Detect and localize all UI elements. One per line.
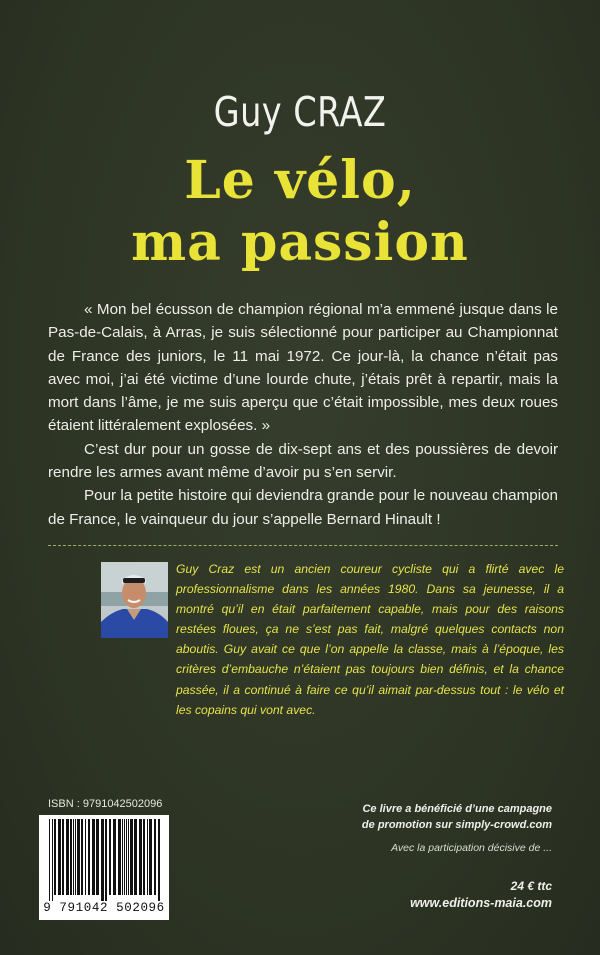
excerpt-paragraph-2: C’est dur pour un gosse de dix-sept ans et des poussières de devoir rendre les armes avant même d’avoir pu s’en servir. (48, 440, 558, 482)
isbn-label: ISBN : 9791042502096 (48, 798, 163, 810)
barcode-bar (75, 819, 76, 895)
excerpt-paragraph-1: « Mon bel écusson de champion régional m’a emmené jusque dans le Pas-de-Calais, à Arras, je suis sélectionné pour participer au Championnat de France des juniors, le 11 mai 1972. Ce jour-là, la chance n’était pas avec moi, j’ai été victime d’une lourde chute, j’étais prêt à repartir, mais la mort dans l’âme, je me suis aperçu que c’était impossible, mes deux roues étaient littéralement explosées. » (48, 301, 558, 435)
barcode-bar (85, 819, 86, 895)
book-title (0, 150, 600, 274)
barcode-bar (154, 819, 156, 895)
barcode-bar (54, 819, 56, 895)
promo-text (312, 801, 552, 833)
barcode-bar (118, 819, 121, 895)
barcode-bar (66, 819, 69, 895)
barcode-bar (130, 819, 133, 895)
barcode-bar (81, 819, 83, 895)
barcode-bar (62, 819, 64, 895)
barcode-digits: 9 791042 502096 (43, 901, 165, 915)
barcode-bar (122, 819, 123, 895)
barcode-bar (92, 819, 95, 895)
author-bio (176, 559, 564, 720)
barcode-bar (77, 819, 80, 895)
price: 24 € ttc (510, 879, 552, 893)
barcode-bar (73, 819, 74, 895)
participation-text: Avec la participation décisive de ... (391, 842, 552, 854)
barcode-bar (147, 819, 148, 895)
title-line-1: Le vélo, (184, 150, 416, 211)
author-bio-text: Guy Craz est un ancien coureur cycliste qui a flirté avec le professionnalisme dans les années 1980. Dans sa jeunesse, il a montré qu’il en était parfaitement capable, mais pour des raisons restées floues, ça ne s’est pas fait, malgré quelques contacts non aboutis. Guy avait ce que l’on appelle la classe, mais à l’époque, les critères d’embauche n’étaient pas toujours bien définis, et la chance passée, il a continué à faire ce qu’il aimait par-dessus tout : le vélo et les copains qui vont avec. (176, 562, 564, 717)
barcode-bar (96, 819, 99, 895)
barcode-bar (128, 819, 129, 895)
barcode-bar (149, 819, 152, 895)
barcode-bar (52, 819, 53, 901)
barcode-bar (158, 819, 160, 901)
barcode (39, 815, 169, 920)
barcode-bar (88, 819, 90, 895)
barcode-bar (143, 819, 145, 895)
barcode-bar (101, 819, 104, 901)
barcode-bar (139, 819, 142, 895)
barcode-bar (134, 819, 137, 895)
barcode-bar (58, 819, 61, 895)
title-line-2: ma passion (131, 212, 469, 273)
promo-line-2: de promotion sur simply-crowd.com (361, 819, 552, 831)
barcode-bar (105, 819, 107, 901)
publisher-website: www.editions-maia.com (410, 896, 552, 910)
barcode-bar (49, 819, 50, 901)
author-name: Guy CRAZ (213, 88, 387, 136)
barcode-bar (126, 819, 127, 895)
barcode-bar (109, 819, 111, 895)
dashed-divider (48, 545, 558, 546)
barcode-bars (39, 815, 169, 903)
excerpt (48, 298, 558, 531)
excerpt-paragraph-3: Pour la petite histoire qui deviendra grande pour le nouveau champion de France, le vainqueur du jour s’appelle Bernard Hinault ! (48, 487, 558, 528)
barcode-bar (113, 819, 116, 895)
barcode-bar (124, 819, 125, 895)
barcode-bar (70, 819, 72, 895)
promo-line-1: Ce livre a bénéficié d’une campagne (362, 803, 552, 815)
author-photo (101, 562, 168, 638)
